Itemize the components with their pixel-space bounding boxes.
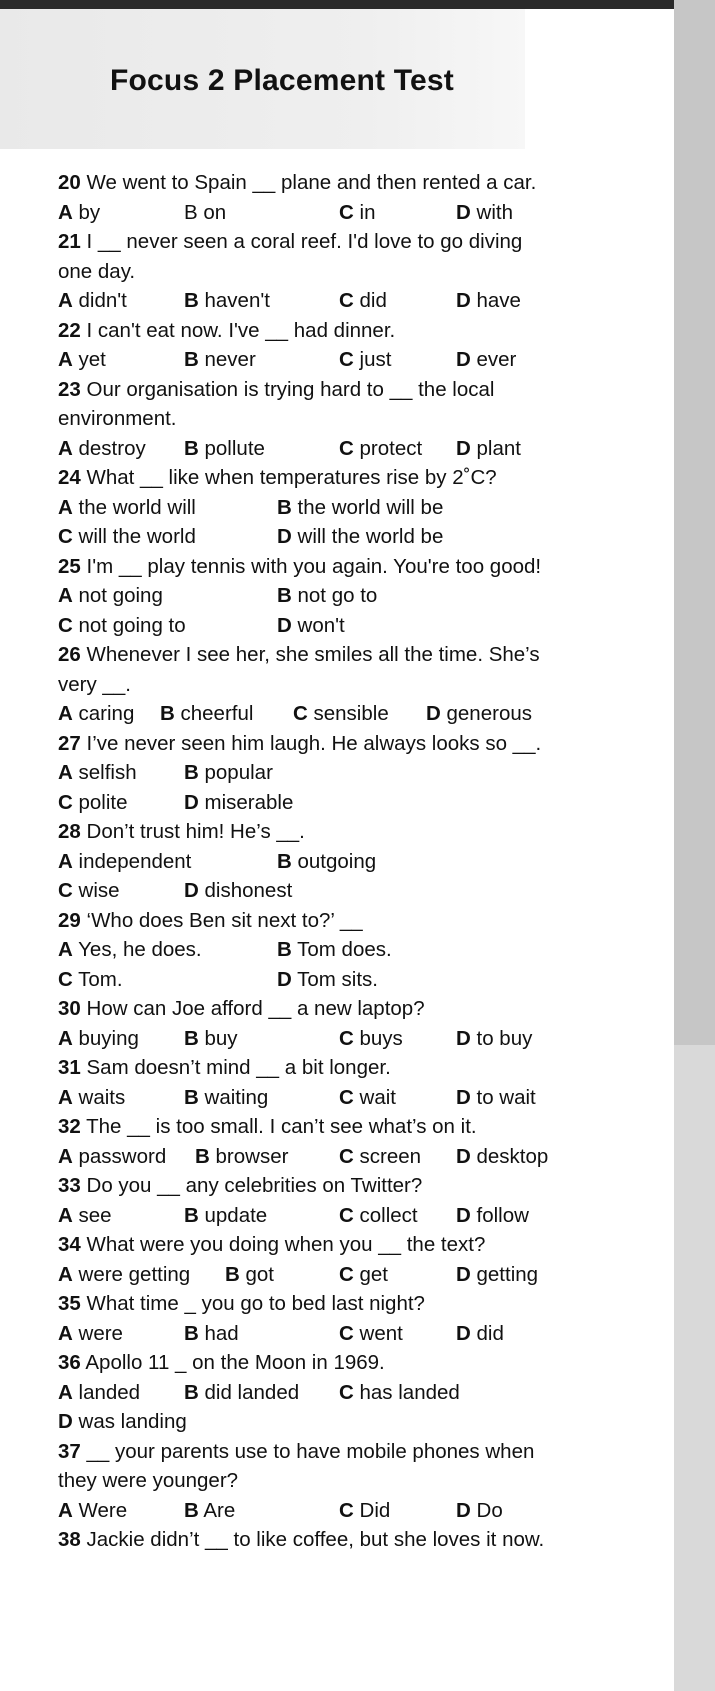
- options-row: [58, 847, 558, 877]
- option-b[interactable]: B got: [225, 1262, 275, 1286]
- options-row: [58, 345, 558, 375]
- question-text: What time _ you go to bed last night?: [80, 1292, 425, 1315]
- question-22: [58, 316, 558, 346]
- option-d[interactable]: D Do: [456, 1498, 503, 1522]
- option-c[interactable]: C has landed: [339, 1380, 460, 1404]
- option-b[interactable]: B pollute: [184, 436, 265, 460]
- question-text: We went to Spain __ plane and then rented a car.: [80, 171, 537, 194]
- options-row: [58, 788, 558, 818]
- option-d[interactable]: D with: [456, 200, 513, 224]
- question-26: [58, 640, 558, 699]
- option-d[interactable]: D miserable: [184, 790, 294, 814]
- question-29: [58, 906, 558, 936]
- option-c[interactable]: C did: [339, 289, 387, 312]
- question-text: Our organisation is trying hard to __ the local environment.: [58, 377, 495, 430]
- question-text: Don’t trust him! He’s __.: [80, 820, 305, 843]
- option-a[interactable]: A didn't: [58, 289, 127, 312]
- options-row: [58, 1496, 558, 1526]
- question-number: 22: [58, 318, 81, 342]
- option-d[interactable]: D to wait: [456, 1085, 536, 1109]
- option-c[interactable]: C screen: [339, 1144, 422, 1168]
- top-dark-bar: [0, 0, 674, 9]
- question-38: [58, 1525, 558, 1555]
- options-row: [58, 758, 558, 788]
- options-row: [58, 1142, 558, 1172]
- option-d[interactable]: D did: [456, 1321, 504, 1345]
- question-text: Jackie didn’t __ to like coffee, but she loves it now.: [80, 1528, 545, 1551]
- option-a[interactable]: A were: [58, 1321, 123, 1345]
- option-d[interactable]: D getting: [456, 1262, 539, 1286]
- options-row: [58, 434, 558, 464]
- question-23: [58, 375, 558, 434]
- options-row: [58, 1378, 558, 1408]
- question-text: I'm __ play tennis with you again. You're too good!: [80, 554, 542, 578]
- option-b[interactable]: B popular: [184, 761, 273, 784]
- option-a[interactable]: A Yes, he does.: [58, 938, 202, 961]
- question-number: 37: [58, 1439, 81, 1463]
- question-text: Do you __ any celebrities on Twitter?: [80, 1174, 423, 1197]
- question-number: 36: [58, 1351, 81, 1374]
- option-b[interactable]: B waiting: [184, 1085, 269, 1109]
- question-31: [58, 1053, 558, 1083]
- question-number: 28: [58, 820, 81, 843]
- options-row: [58, 876, 558, 906]
- question-number: 38: [58, 1528, 81, 1551]
- option-c[interactable]: C Tom.: [58, 967, 123, 991]
- option-c[interactable]: C buys: [339, 1026, 403, 1050]
- question-20: [58, 168, 558, 198]
- question-number: 31: [58, 1056, 81, 1079]
- question-text: ‘Who does Ben sit next to?’ __: [80, 908, 363, 932]
- question-text: I can't eat now. I've __ had dinner.: [80, 318, 396, 342]
- option-b[interactable]: B cheerful: [160, 702, 254, 725]
- option-b[interactable]: B outgoing: [277, 849, 377, 873]
- option-d[interactable]: D ever: [456, 348, 517, 371]
- option-c[interactable]: C collect: [339, 1203, 418, 1227]
- options-row: [58, 1024, 558, 1054]
- option-a[interactable]: A landed: [58, 1380, 141, 1404]
- option-b[interactable]: B Are: [184, 1498, 236, 1522]
- option-c[interactable]: C wait: [339, 1085, 396, 1109]
- option-c[interactable]: C wise: [58, 879, 120, 902]
- option-a[interactable]: A by: [58, 200, 101, 224]
- question-number: 32: [58, 1115, 81, 1138]
- options-row: [58, 1083, 558, 1113]
- question-number: 34: [58, 1233, 81, 1256]
- option-a[interactable]: A password: [58, 1144, 167, 1168]
- question-33: [58, 1171, 558, 1201]
- question-text: How can Joe afford __ a new laptop?: [80, 997, 425, 1020]
- option-a[interactable]: A the world will: [58, 495, 196, 519]
- question-number: 20: [58, 171, 81, 194]
- question-text: I’ve never seen him laugh. He always looks so __.: [80, 731, 542, 755]
- question-text: __ your parents use to have mobile phones when they were younger?: [58, 1439, 535, 1492]
- question-text: The __ is too small. I can’t see what’s on it.: [80, 1115, 477, 1138]
- option-c[interactable]: C Did: [339, 1498, 391, 1522]
- options-row: [58, 965, 558, 995]
- options-row: [58, 1319, 558, 1349]
- option-a[interactable]: A not going: [58, 584, 163, 607]
- option-b[interactable]: B update: [184, 1203, 268, 1227]
- question-number: 29: [58, 908, 81, 932]
- options-row: [58, 522, 558, 552]
- option-d[interactable]: D dishonest: [184, 879, 293, 902]
- question-number: 35: [58, 1292, 81, 1315]
- option-a[interactable]: A were getting: [58, 1262, 191, 1286]
- option-c[interactable]: C went: [339, 1321, 403, 1345]
- question-number: 30: [58, 997, 81, 1020]
- question-text: Whenever I see her, she smiles all the time. She’s very __.: [58, 643, 540, 696]
- option-a[interactable]: A see: [58, 1203, 112, 1227]
- option-b[interactable]: B Tom does.: [277, 938, 392, 961]
- option-d[interactable]: D plant: [456, 436, 521, 460]
- options-row: [58, 493, 558, 523]
- options-row: [58, 1260, 558, 1290]
- question-30: [58, 994, 558, 1024]
- question-text: I __ never seen a coral reef. I'd love to go diving one day.: [58, 230, 523, 283]
- question-number: 26: [58, 643, 81, 666]
- question-number: 21: [58, 230, 81, 253]
- option-a[interactable]: A destroy: [58, 436, 146, 460]
- options-row: [58, 1201, 558, 1231]
- option-d[interactable]: D generous: [426, 702, 532, 725]
- question-32: [58, 1112, 558, 1142]
- option-d[interactable]: D will the world be: [277, 525, 444, 548]
- option-b[interactable]: B browser: [195, 1144, 289, 1168]
- option-c[interactable]: C sensible: [293, 702, 389, 725]
- question-text: Apollo 11 _ on the Moon in 1969.: [80, 1351, 385, 1374]
- option-b[interactable]: B never: [184, 348, 256, 371]
- option-b[interactable]: B not go to: [277, 584, 378, 607]
- option-c[interactable]: C get: [339, 1262, 389, 1286]
- option-d[interactable]: D was landing: [58, 1410, 187, 1433]
- question-number: 33: [58, 1174, 81, 1197]
- question-35: [58, 1289, 558, 1319]
- option-b[interactable]: B haven't: [184, 289, 270, 312]
- option-d[interactable]: D won't: [277, 613, 345, 637]
- options-row: [58, 581, 558, 611]
- question-37: [58, 1437, 558, 1496]
- option-d[interactable]: D desktop: [456, 1144, 549, 1168]
- question-text: What were you doing when you __ the text?: [80, 1233, 486, 1256]
- option-d[interactable]: D have: [456, 289, 521, 312]
- option-a[interactable]: A caring: [58, 702, 135, 725]
- question-25: [58, 552, 558, 582]
- option-d[interactable]: D Tom sits.: [277, 967, 379, 991]
- question-number: 27: [58, 731, 81, 755]
- scrollbar-thumb[interactable]: [674, 0, 715, 1045]
- question-list: [58, 168, 558, 1555]
- question-number: 24: [58, 466, 81, 489]
- option-a[interactable]: A Were: [58, 1498, 128, 1522]
- options-row: [58, 1407, 558, 1437]
- question-28: [58, 817, 558, 847]
- options-row: [58, 935, 558, 965]
- page-title: Focus 2 Placement Test: [110, 64, 454, 97]
- question-34: [58, 1230, 558, 1260]
- options-row: [58, 286, 558, 316]
- option-b[interactable]: B had: [184, 1321, 239, 1345]
- option-a[interactable]: A independent: [58, 849, 192, 873]
- option-a[interactable]: A waits: [58, 1085, 126, 1109]
- option-b[interactable]: B on: [184, 200, 227, 224]
- question-number: 25: [58, 554, 81, 578]
- option-c[interactable]: C not going to: [58, 613, 186, 637]
- option-c[interactable]: C in: [339, 200, 376, 224]
- option-a[interactable]: A yet: [58, 348, 106, 371]
- option-b[interactable]: B did landed: [184, 1380, 300, 1404]
- question-text: Sam doesn’t mind __ a bit longer.: [80, 1056, 391, 1079]
- option-a[interactable]: A buying: [58, 1026, 139, 1050]
- option-c[interactable]: C just: [339, 348, 392, 371]
- option-b[interactable]: B the world will be: [277, 495, 444, 519]
- options-row: [58, 699, 558, 729]
- option-d[interactable]: D follow: [456, 1203, 529, 1227]
- option-c[interactable]: C will the world: [58, 525, 196, 548]
- question-text: What __ like when temperatures rise by 2˚C?: [80, 466, 497, 489]
- options-row: [58, 198, 558, 228]
- option-a[interactable]: A selfish: [58, 761, 137, 784]
- question-24: [58, 463, 558, 493]
- question-21: [58, 227, 558, 286]
- option-b[interactable]: B buy: [184, 1026, 238, 1050]
- question-number: 23: [58, 377, 81, 401]
- option-c[interactable]: C polite: [58, 790, 128, 814]
- option-c[interactable]: C protect: [339, 436, 423, 460]
- option-d[interactable]: D to buy: [456, 1026, 533, 1050]
- options-row: [58, 611, 558, 641]
- question-36: [58, 1348, 558, 1378]
- question-27: [58, 729, 558, 759]
